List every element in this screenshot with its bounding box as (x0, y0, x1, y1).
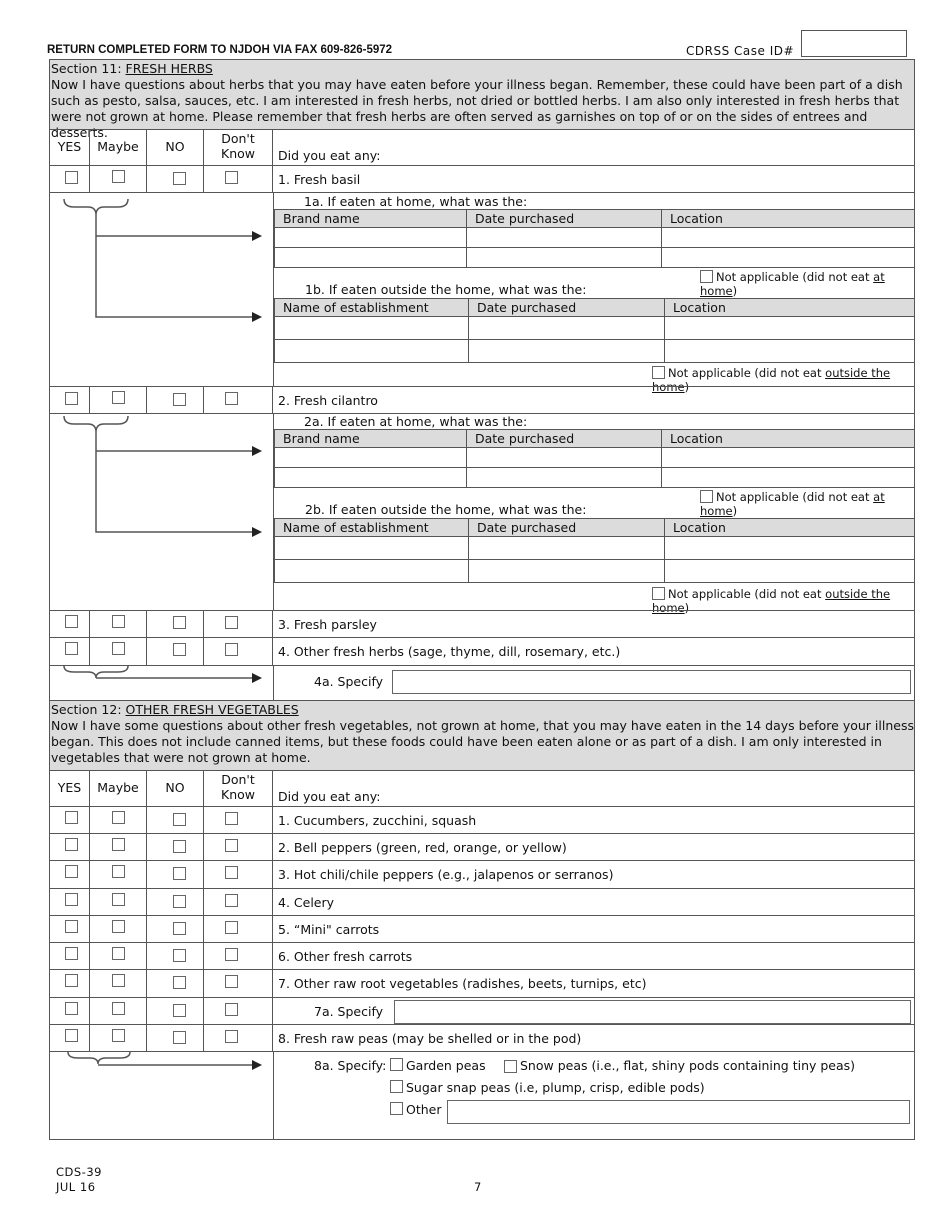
question-row (50, 915, 914, 943)
question-row (50, 806, 914, 834)
q1b-table (274, 298, 915, 363)
table-cell[interactable] (467, 228, 662, 248)
question-row (50, 165, 914, 193)
followup-bracket-icon (50, 1052, 273, 1140)
q4a-specify-input[interactable] (392, 670, 911, 694)
table-cell[interactable] (665, 317, 915, 340)
specify-row (50, 997, 914, 1025)
q2b-label: 2b. If eaten outside the home, what was the: (305, 502, 587, 517)
table-cell[interactable] (467, 468, 662, 488)
section-11-label: Section 11: (51, 61, 126, 76)
column-header-row (50, 129, 914, 165)
veg-q2-label: 2. Bell peppers (green, red, orange, or yellow) (278, 840, 567, 855)
veg-q3-label: 3. Hot chili/chile peppers (e.g., jalapenos or serranos) (278, 867, 614, 882)
followup-bracket-icon (50, 193, 273, 387)
q1-label: 1. Fresh basil (278, 172, 361, 187)
q2-maybe-checkbox[interactable] (112, 391, 125, 404)
table-cell[interactable] (469, 537, 665, 560)
q3-label: 3. Fresh parsley (278, 617, 377, 632)
table-cell[interactable] (275, 448, 467, 468)
col-yes: YES (57, 139, 82, 154)
q2-maybe-checkbox[interactable] (112, 838, 125, 851)
q1-maybe-checkbox[interactable] (112, 811, 125, 824)
garden-peas-checkbox[interactable] (390, 1058, 403, 1071)
q6-maybe-checkbox[interactable] (112, 947, 125, 960)
q7-dontknow-checkbox[interactable] (225, 975, 238, 988)
question-row (50, 610, 914, 638)
q8a-label: 8a. Specify: (314, 1058, 387, 1073)
q4-no-checkbox[interactable] (173, 643, 186, 656)
other-peas-label: Other (406, 1102, 442, 1117)
section-11-grid (49, 129, 915, 701)
table-cell[interactable] (275, 468, 467, 488)
q1-yes-checkbox[interactable] (65, 171, 78, 184)
followup-bracket-icon (50, 414, 273, 611)
col-maybe: Maybe (97, 139, 139, 154)
q5-dontknow-checkbox[interactable] (225, 921, 238, 934)
q4-no-checkbox[interactable] (173, 895, 186, 908)
table-cell[interactable] (275, 228, 467, 248)
q1-no-checkbox[interactable] (173, 813, 186, 826)
question-row (50, 969, 914, 998)
q1b-label: 1b. If eaten outside the home, what was the: (305, 282, 587, 297)
q2b-table (274, 518, 915, 583)
q2a-label: 2a. If eaten at home, what was the: (304, 414, 528, 429)
q2-no-checkbox[interactable] (173, 840, 186, 853)
table-cell[interactable] (275, 340, 469, 363)
q1-maybe-checkbox[interactable] (112, 170, 125, 183)
case-id-label: CDRSS Case ID# (686, 44, 795, 58)
section-11-header (49, 59, 915, 140)
did-you-eat-label: Did you eat any: (278, 789, 381, 804)
table-cell[interactable] (662, 468, 915, 488)
q7-yes-checkbox[interactable] (65, 974, 78, 987)
followup-bracket-icon (50, 666, 273, 701)
q4-maybe-checkbox[interactable] (112, 642, 125, 655)
q7a-specify-input[interactable] (394, 1000, 911, 1024)
table-cell[interactable] (469, 317, 665, 340)
location-header: Location (665, 519, 915, 537)
table-cell[interactable] (662, 228, 915, 248)
q8-maybe-checkbox[interactable] (112, 1029, 125, 1042)
question-row (50, 860, 914, 889)
q7a-yes-checkbox[interactable] (65, 1002, 78, 1015)
date-purchased-header: Date purchased (469, 299, 665, 317)
form-date: JUL 16 (56, 1180, 96, 1194)
q3-maybe-checkbox[interactable] (112, 865, 125, 878)
q2-yes-checkbox[interactable] (65, 392, 78, 405)
q3-yes-checkbox[interactable] (65, 865, 78, 878)
form-code: CDS-39 (56, 1165, 102, 1179)
table-cell[interactable] (662, 248, 915, 268)
q2-dontknow-checkbox[interactable] (225, 392, 238, 405)
q4-maybe-checkbox[interactable] (112, 893, 125, 906)
col-yes: YES (57, 780, 82, 795)
location-header: Location (665, 299, 915, 317)
table-cell[interactable] (665, 537, 915, 560)
brand-name-header: Brand name (275, 430, 467, 448)
q1-no-checkbox[interactable] (173, 172, 186, 185)
sugar-snap-peas-label: Sugar snap peas (i.e, plump, crisp, edible pods) (406, 1080, 705, 1095)
brand-name-header: Brand name (275, 210, 467, 228)
q2-dontknow-checkbox[interactable] (225, 839, 238, 852)
veg-q8-label: 8. Fresh raw peas (may be shelled or in the pod) (278, 1031, 582, 1046)
date-purchased-header: Date purchased (467, 430, 662, 448)
veg-q4-label: 4. Celery (278, 895, 335, 910)
q7a-maybe-checkbox[interactable] (112, 1002, 125, 1015)
other-peas-checkbox[interactable] (390, 1102, 403, 1115)
veg-q7-label: 7. Other raw root vegetables (radishes, beets, turnips, etc) (278, 976, 647, 991)
q1-dontknow-checkbox[interactable] (225, 812, 238, 825)
q4-dontknow-checkbox[interactable] (225, 643, 238, 656)
q1b-not-applicable[interactable]: Not applicable (did not eat outside the home) (652, 366, 891, 394)
not-applicable-checkbox[interactable] (700, 490, 713, 503)
establishment-header: Name of establishment (275, 299, 469, 317)
q7a-dontknow-checkbox[interactable] (225, 1003, 238, 1016)
table-cell[interactable] (665, 560, 915, 583)
q2-yes-checkbox[interactable] (65, 838, 78, 851)
not-applicable-checkbox[interactable] (700, 270, 713, 283)
veg-q6-label: 6. Other fresh carrots (278, 949, 413, 964)
q7a-label: 7a. Specify (314, 1004, 384, 1019)
q4-dontknow-checkbox[interactable] (225, 894, 238, 907)
veg-q5-label: 5. “Mini" carrots (278, 922, 380, 937)
other-peas-specify-input[interactable] (447, 1100, 910, 1124)
sugar-snap-peas-checkbox[interactable] (390, 1080, 403, 1093)
q4-label: 4. Other fresh herbs (sage, thyme, dill, rosemary, etc.) (278, 644, 621, 659)
table-cell[interactable] (665, 340, 915, 363)
q8a-block (50, 1051, 914, 1140)
q7-no-checkbox[interactable] (173, 976, 186, 989)
q1a-not-applicable[interactable]: Not applicable (did not eat at home) (700, 270, 885, 298)
q2b-not-applicable[interactable]: Not applicable (did not eat outside the home) (652, 587, 891, 615)
q3-dontknow-checkbox[interactable] (225, 616, 238, 629)
veg-q1-label: 1. Cucumbers, zucchini, squash (278, 813, 477, 828)
q6-no-checkbox[interactable] (173, 949, 186, 962)
q3-no-checkbox[interactable] (173, 616, 186, 629)
return-instructions: RETURN COMPLETED FORM TO NJDOH VIA FAX 609-826-5972 (47, 44, 393, 56)
section-11-title: FRESH HERBS (125, 61, 213, 76)
table-cell[interactable] (275, 248, 467, 268)
table-cell[interactable] (275, 317, 469, 340)
garden-peas-label: Garden peas (406, 1058, 486, 1073)
q2a-not-applicable[interactable]: Not applicable (did not eat at home) (700, 490, 885, 518)
q2-no-checkbox[interactable] (173, 393, 186, 406)
q5-no-checkbox[interactable] (173, 922, 186, 935)
date-purchased-header: Date purchased (467, 210, 662, 228)
table-cell[interactable] (275, 537, 469, 560)
q8-no-checkbox[interactable] (173, 1031, 186, 1044)
date-purchased-header: Date purchased (469, 519, 665, 537)
page-number: 7 (474, 1180, 482, 1194)
table-cell[interactable] (469, 340, 665, 363)
q2a-table (274, 429, 915, 488)
not-applicable-checkbox[interactable] (652, 587, 665, 600)
q2-label: 2. Fresh cilantro (278, 393, 378, 408)
q5-yes-checkbox[interactable] (65, 920, 78, 933)
section-12-intro: Now I have some questions about other fresh vegetables, not grown at home, that you may have eaten in the 14 days before your illness began. This does not include canned items, but these foods could have been eaten alone or as part of a dish. I am only interested in vegetables that were not grown at home. (51, 718, 914, 765)
did-you-eat-label: Did you eat any: (278, 148, 381, 163)
table-cell[interactable] (662, 448, 915, 468)
establishment-header: Name of establishment (275, 519, 469, 537)
table-cell[interactable] (467, 448, 662, 468)
question-row (50, 888, 914, 916)
section-11-intro: Now I have questions about herbs that you may have eaten before your illness began. Remember, these could have been part of a dish such as pesto, salsa, sauces, etc. I am interested in fresh herbs, not dried or bottled herbs. I am also only interested in fresh herbs that were not grown at home. Please remember that fresh herbs are often served as garnishes on top of or on the sides of entrees and desserts. (51, 77, 903, 140)
section-12-header (49, 701, 915, 771)
location-header: Location (662, 430, 915, 448)
q4-yes-checkbox[interactable] (65, 642, 78, 655)
snow-peas-label: Snow peas (i.e., flat, shiny pods containing tiny peas) (520, 1058, 856, 1073)
q1-followup (50, 192, 914, 394)
q8-yes-checkbox[interactable] (65, 1029, 78, 1042)
snow-peas-checkbox[interactable] (504, 1060, 517, 1073)
table-cell[interactable] (469, 560, 665, 583)
question-row (50, 1024, 914, 1052)
q6-dontknow-checkbox[interactable] (225, 948, 238, 961)
section-12-title: OTHER FRESH VEGETABLES (125, 702, 299, 717)
q3-no-checkbox[interactable] (173, 867, 186, 880)
col-dont-know: Don't Know (221, 772, 255, 802)
question-row (50, 833, 914, 861)
col-no: NO (165, 780, 185, 795)
col-dont-know: Don't Know (221, 131, 255, 161)
column-header-row (50, 770, 914, 806)
question-row (50, 942, 914, 970)
col-maybe: Maybe (97, 780, 139, 795)
col-no: NO (165, 139, 185, 154)
q1a-table (274, 209, 915, 268)
q1a-label: 1a. If eaten at home, what was the: (304, 194, 528, 209)
q5-maybe-checkbox[interactable] (112, 920, 125, 933)
q7-maybe-checkbox[interactable] (112, 974, 125, 987)
table-cell[interactable] (275, 560, 469, 583)
case-id-field[interactable] (801, 30, 907, 57)
q1-yes-checkbox[interactable] (65, 811, 78, 824)
not-applicable-checkbox[interactable] (652, 366, 665, 379)
table-cell[interactable] (467, 248, 662, 268)
q3-dontknow-checkbox[interactable] (225, 866, 238, 879)
location-header: Location (662, 210, 915, 228)
q1-dontknow-checkbox[interactable] (225, 171, 238, 184)
q3-yes-checkbox[interactable] (65, 615, 78, 628)
q3-maybe-checkbox[interactable] (112, 615, 125, 628)
q4a-row (50, 665, 914, 701)
q4a-label: 4a. Specify (314, 674, 384, 689)
question-row (50, 386, 914, 414)
q2-followup (50, 413, 914, 615)
q8-dontknow-checkbox[interactable] (225, 1030, 238, 1043)
section-12-label: Section 12: (51, 702, 126, 717)
question-row (50, 637, 914, 666)
q7a-no-checkbox[interactable] (173, 1004, 186, 1017)
section-12-grid (49, 770, 915, 1140)
q4-yes-checkbox[interactable] (65, 893, 78, 906)
q6-yes-checkbox[interactable] (65, 947, 78, 960)
